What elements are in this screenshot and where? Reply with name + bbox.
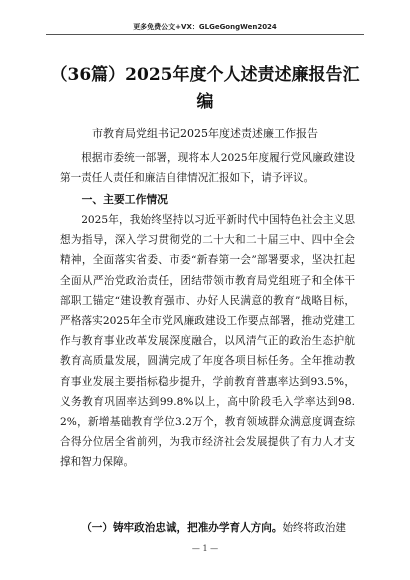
page-number: — 1 — <box>191 544 219 553</box>
section-heading: 一、主要工作情况 <box>81 193 168 206</box>
subsection-lead-text: 始终将政治建 <box>282 522 347 534</box>
subsection-heading: （一）铸牢政治忠诚，把准办学育人方向。 <box>81 522 283 534</box>
subsection-paragraph <box>60 518 355 538</box>
page-header: 更多免费公文+VX：GLGeGongWen2024 <box>133 23 277 31</box>
main-paragraph: 2025年，我始终坚持以习近平新时代中国特色社会主义思想为指导，深入学习贯彻党的二十大和二十届三中、四中全会精神，全面落实省委、市委“新春第一会”部署要求，坚决扛起全面从严治党政治责任，团结带领市教育局党组班子和全体干部职工锚定“建设教育强市、办好人民满意的教育”战略目标，严格落实2025年全市党风廉政建设工作要点部署，推动党建工作与教育事业改革发展深度融合，以风清气正的政治生态护航教育高质量发展，圆满完成了年度各项目标任务。全年推动教育事业发展主要指标稳步提升，学前教育普惠率达到93.5%，义务教育巩固率达到99.8%以上，高中阶段毛入学率达到98.2%，新增基础教育学位3.2万个，教育领域群众满意度调查综合得分位居全省前列，为我市经济社会发展提供了有力人才支撑和智力保障。 <box>60 214 355 469</box>
header-divider <box>46 34 364 35</box>
intro-paragraph: 根据市委统一部署，现将本人2025年度履行党风廉政建设第一责任人责任和廉洁自律情况汇报如下，请予评议。 <box>60 152 355 185</box>
report-subtitle: 市教育局党组书记2025年度述责述廉工作报告 <box>92 127 318 140</box>
document-title: （36篇）2025年度个人述责述廉报告汇编 <box>50 65 360 112</box>
